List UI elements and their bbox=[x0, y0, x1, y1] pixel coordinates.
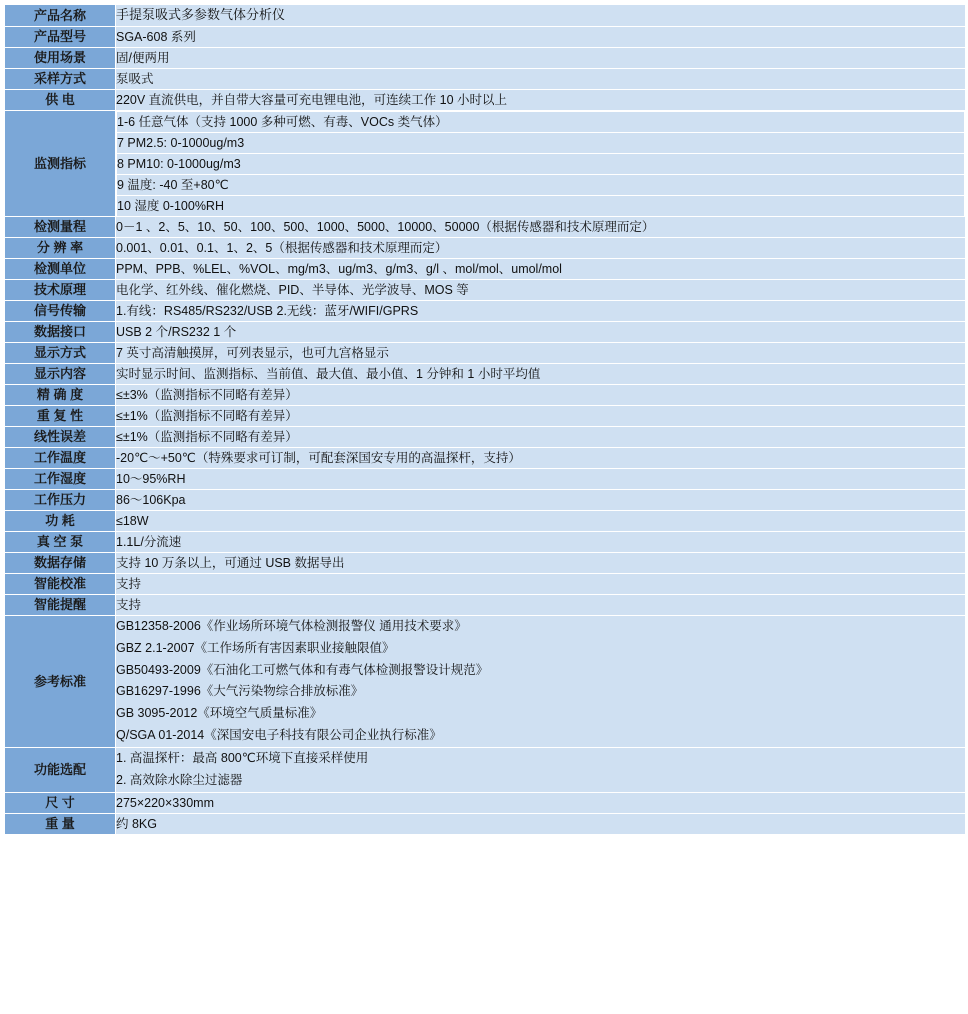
spec-label: 尺 寸 bbox=[5, 792, 116, 813]
spec-label: 产品型号 bbox=[5, 26, 116, 47]
spec-sub-row bbox=[117, 174, 965, 195]
table-row bbox=[5, 813, 966, 834]
spec-value: ≤18W bbox=[116, 510, 966, 531]
spec-value bbox=[116, 748, 966, 793]
spec-label: 数据接口 bbox=[5, 321, 116, 342]
table-row bbox=[5, 342, 966, 363]
spec-value: 275×220×330mm bbox=[116, 792, 966, 813]
spec-label: 智能提醒 bbox=[5, 594, 116, 615]
spec-sub-value: 8 PM10: 0-1000ug/m3 bbox=[117, 153, 965, 174]
spec-label: 数据存储 bbox=[5, 552, 116, 573]
spec-sub-value: 10 湿度 0-100%RH bbox=[117, 195, 965, 216]
spec-value: 泵吸式 bbox=[116, 68, 966, 89]
spec-value: USB 2 个/RS232 1 个 bbox=[116, 321, 966, 342]
spec-value: ≤±1%（监测指标不同略有差异） bbox=[116, 426, 966, 447]
table-row bbox=[5, 594, 966, 615]
spec-label: 技术原理 bbox=[5, 279, 116, 300]
spec-value: 1.有线：RS485/RS232/USB 2.无线：蓝牙/WIFI/GPRS bbox=[116, 300, 966, 321]
spec-value: 固/便两用 bbox=[116, 47, 966, 68]
table-row bbox=[5, 510, 966, 531]
spec-value: 7 英寸高清触摸屏，可列表显示，也可九宫格显示 bbox=[116, 342, 966, 363]
table-row bbox=[5, 237, 966, 258]
spec-value: 86～106Kpa bbox=[116, 489, 966, 510]
table-row bbox=[5, 258, 966, 279]
spec-value: PPM、PPB、%LEL、%VOL、mg/m3、ug/m3、g/m3、g/l 、mol/mol、umol/mol bbox=[116, 258, 966, 279]
spec-value: ≤±3%（监测指标不同略有差异） bbox=[116, 384, 966, 405]
spec-label: 线性误差 bbox=[5, 426, 116, 447]
spec-table-body bbox=[5, 5, 966, 835]
table-row bbox=[5, 573, 966, 594]
spec-label: 监测指标 bbox=[5, 110, 116, 216]
spec-label: 检测量程 bbox=[5, 216, 116, 237]
table-row bbox=[5, 405, 966, 426]
spec-label: 采样方式 bbox=[5, 68, 116, 89]
spec-value bbox=[116, 615, 966, 747]
table-row bbox=[5, 792, 966, 813]
spec-sub-value: 1-6 任意气体（支持 1000 多种可燃、有毒、VOCs 类气体） bbox=[117, 111, 965, 132]
spec-label: 工作压力 bbox=[5, 489, 116, 510]
spec-value-line: GB12358-2006《作业场所环境气体检测报警仪 通用技术要求》 bbox=[116, 618, 467, 633]
spec-label: 参考标准 bbox=[5, 615, 116, 747]
spec-label: 显示内容 bbox=[5, 363, 116, 384]
table-row bbox=[5, 748, 966, 793]
spec-label: 功能选配 bbox=[5, 748, 116, 793]
spec-sub-row bbox=[117, 195, 965, 216]
spec-value bbox=[116, 110, 966, 216]
spec-value-line: GB50493-2009《石油化工可燃气体和有毒气体检测报警设计规范》 bbox=[116, 662, 489, 677]
spec-sub-table bbox=[116, 111, 965, 216]
spec-label: 显示方式 bbox=[5, 342, 116, 363]
spec-sub-value: 9 温度: -40 至+80℃ bbox=[117, 174, 965, 195]
table-row bbox=[5, 363, 966, 384]
table-row bbox=[5, 89, 966, 110]
spec-sub-row bbox=[117, 111, 965, 132]
spec-label: 重 量 bbox=[5, 813, 116, 834]
spec-value: 220V 直流供电，并自带大容量可充电锂电池，可连续工作 10 小时以上 bbox=[116, 89, 966, 110]
table-row bbox=[5, 216, 966, 237]
spec-value-line: 2. 高效除水除尘过滤器 bbox=[116, 772, 243, 787]
spec-label: 信号传输 bbox=[5, 300, 116, 321]
table-row bbox=[5, 300, 966, 321]
spec-label: 功 耗 bbox=[5, 510, 116, 531]
spec-value: 手提泵吸式多参数气体分析仪 bbox=[116, 5, 966, 27]
table-row bbox=[5, 26, 966, 47]
table-row bbox=[5, 447, 966, 468]
spec-value: 支持 bbox=[116, 594, 966, 615]
table-row bbox=[5, 489, 966, 510]
spec-value-line: GBZ 2.1-2007《工作场所有害因素职业接触限值》 bbox=[116, 640, 395, 655]
table-row bbox=[5, 279, 966, 300]
spec-value-line: 1. 高温探杆：最高 800℃环境下直接采样使用 bbox=[116, 751, 369, 766]
spec-sub-row bbox=[117, 132, 965, 153]
spec-value: 0－1 、2、5、10、50、100、500、1000、5000、10000、50000（根据传感器和技术原理而定） bbox=[116, 216, 966, 237]
spec-label: 产品名称 bbox=[5, 5, 116, 27]
spec-value: SGA-608 系列 bbox=[116, 26, 966, 47]
spec-value: 电化学、红外线、催化燃烧、PID、半导体、光学波导、MOS 等 bbox=[116, 279, 966, 300]
spec-label: 精 确 度 bbox=[5, 384, 116, 405]
spec-value: 10～95%RH bbox=[116, 468, 966, 489]
spec-sub-row bbox=[117, 153, 965, 174]
spec-label: 检测单位 bbox=[5, 258, 116, 279]
spec-value-line: Q/SGA 01-2014《深国安电子科技有限公司企业执行标准》 bbox=[116, 728, 442, 743]
spec-value: 支持 bbox=[116, 573, 966, 594]
table-row bbox=[5, 615, 966, 747]
spec-value: ≤±1%（监测指标不同略有差异） bbox=[116, 405, 966, 426]
table-row bbox=[5, 468, 966, 489]
spec-value: 0.001、0.01、0.1、1、2、5（根据传感器和技术原理而定） bbox=[116, 237, 966, 258]
spec-label: 工作温度 bbox=[5, 447, 116, 468]
spec-label: 工作湿度 bbox=[5, 468, 116, 489]
spec-label: 使用场景 bbox=[5, 47, 116, 68]
spec-value-line: GB 3095-2012《环境空气质量标准》 bbox=[116, 706, 323, 721]
spec-value: 支持 10 万条以上，可通过 USB 数据导出 bbox=[116, 552, 966, 573]
spec-value-line: GB16297-1996《大气污染物综合排放标准》 bbox=[116, 684, 364, 699]
spec-label: 分 辨 率 bbox=[5, 237, 116, 258]
spec-label: 真 空 泵 bbox=[5, 531, 116, 552]
table-row bbox=[5, 426, 966, 447]
spec-value: -20℃～+50℃（特殊要求可订制，可配套深国安专用的高温探杆，支持） bbox=[116, 447, 966, 468]
table-row bbox=[5, 68, 966, 89]
spec-value: 1.1L/分流速 bbox=[116, 531, 966, 552]
table-row bbox=[5, 47, 966, 68]
product-spec-table bbox=[4, 4, 966, 835]
spec-label: 智能校准 bbox=[5, 573, 116, 594]
spec-label: 供 电 bbox=[5, 89, 116, 110]
table-row bbox=[5, 5, 966, 27]
table-row bbox=[5, 110, 966, 216]
table-row bbox=[5, 531, 966, 552]
table-row bbox=[5, 552, 966, 573]
table-row bbox=[5, 321, 966, 342]
spec-label: 重 复 性 bbox=[5, 405, 116, 426]
table-row bbox=[5, 384, 966, 405]
spec-sub-value: 7 PM2.5: 0-1000ug/m3 bbox=[117, 132, 965, 153]
spec-value: 实时显示时间、监测指标、当前值、最大值、最小值、1 分钟和 1 小时平均值 bbox=[116, 363, 966, 384]
spec-value: 约 8KG bbox=[116, 813, 966, 834]
